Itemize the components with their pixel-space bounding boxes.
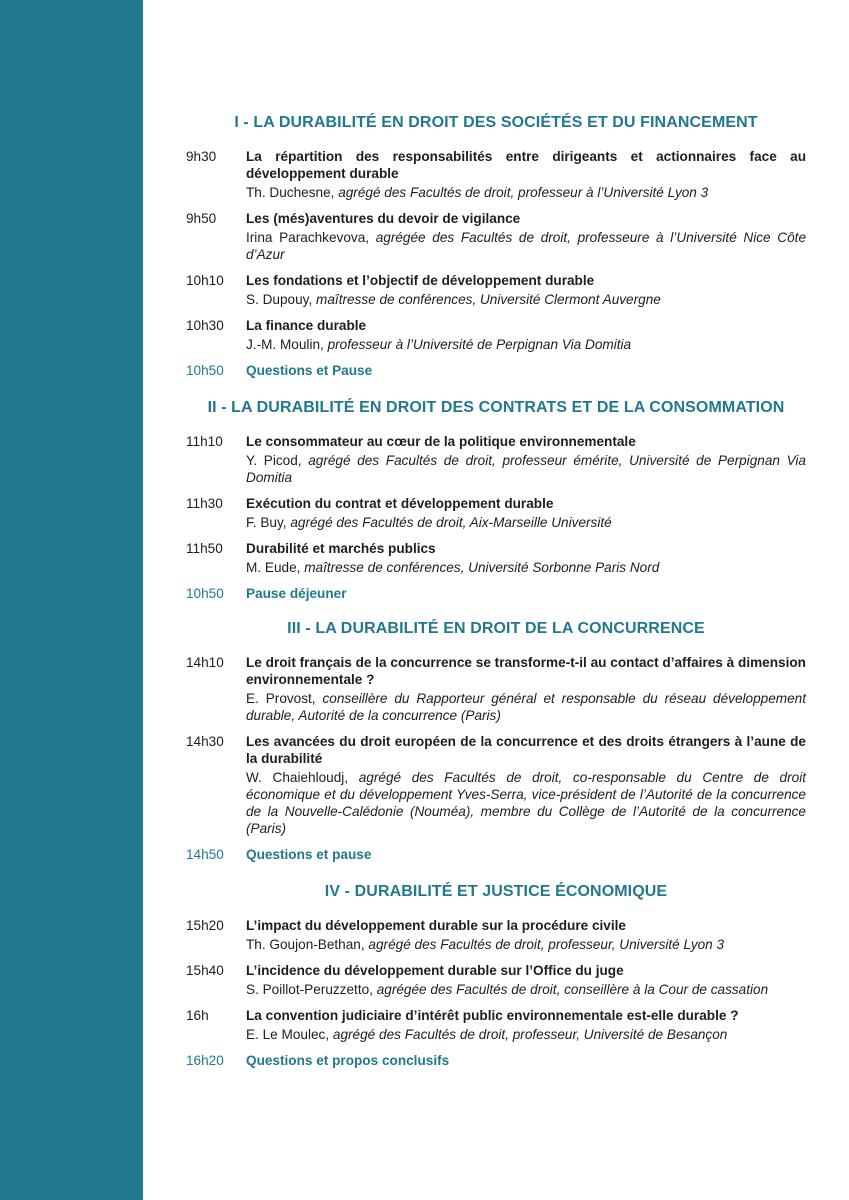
speaker-name: E. Le Moulec, [246, 1027, 330, 1042]
item-speaker [246, 514, 806, 531]
speaker-name: W. Chaiehloudj, [246, 770, 349, 785]
program-item [186, 1007, 806, 1043]
speaker-role: maîtresse de conférences, Université Sorbonne Paris Nord [304, 560, 660, 575]
section-1 [186, 112, 806, 379]
item-time: 10h50 [186, 363, 224, 378]
item-time: 16h20 [186, 1053, 224, 1068]
item-speaker [246, 291, 806, 308]
item-speaker [246, 184, 806, 201]
item-speaker [246, 936, 806, 953]
item-title: Durabilité et marchés publics [246, 541, 436, 556]
speaker-role: agrégé des Facultés de droit, professeur émérite, Université de Perpignan Via Domitia [246, 453, 806, 485]
item-speaker [246, 229, 806, 263]
item-title: Le droit français de la concurrence se transforme-t-il au contact d’affaires à dimension environnementale ? [246, 655, 806, 687]
item-time: 15h40 [186, 963, 224, 978]
item-time: 14h30 [186, 734, 224, 749]
program-content [186, 112, 806, 1078]
item-title: La répartition des responsabilités entre dirigeants et actionnaires face au développement durable [246, 149, 806, 181]
item-speaker [246, 769, 806, 837]
speaker-name: Y. Picod, [246, 453, 302, 468]
sidebar-band [0, 0, 143, 1200]
item-title: Les avancées du droit européen de la concurrence et des droits étrangers à l’aune de la durabilité [246, 734, 806, 766]
speaker-role: agrégée des Facultés de droit, professeure à l’Université Nice Côte d’Azur [246, 230, 807, 262]
speaker-name: S. Poillot-Peruzzetto, [246, 982, 373, 997]
speaker-name: E. Provost, [246, 691, 316, 706]
program-item [186, 433, 806, 486]
item-title: Les (més)aventures du devoir de vigilance [246, 211, 521, 226]
program-item [186, 654, 806, 724]
item-title: L’incidence du développement durable sur l’Office du juge [246, 963, 624, 978]
speaker-role: agrégée des Facultés de droit, conseillère à la Cour de cassation [376, 982, 769, 997]
section-3 [186, 618, 806, 863]
speaker-name: Th. Goujon-Bethan, [246, 937, 365, 952]
program-item [186, 272, 806, 308]
item-title: La convention judiciaire d’intérêt public environnementale est-elle durable ? [246, 1008, 739, 1023]
item-time: 11h50 [186, 541, 223, 556]
section-title: II - LA DURABILITÉ EN DROIT DES CONTRATS ET DE LA CONSOMMATION [207, 399, 785, 416]
item-speaker [246, 1026, 806, 1043]
section-title: III - LA DURABILITÉ EN DROIT DE LA CONCURRENCE [287, 620, 705, 637]
item-time: 9h50 [186, 211, 217, 226]
program-item [186, 148, 806, 201]
item-time: 11h10 [186, 434, 223, 449]
program-item [186, 962, 806, 998]
program-item [186, 917, 806, 953]
item-title: Pause déjeuner [246, 586, 347, 601]
speaker-name: Th. Duchesne, [246, 185, 335, 200]
item-time: 9h30 [186, 149, 217, 164]
item-time: 10h50 [186, 586, 224, 601]
speaker-role: professeur à l’Université de Perpignan Via Domitia [327, 337, 632, 352]
program-item [186, 540, 806, 576]
item-time: 10h10 [186, 273, 224, 288]
item-time: 14h10 [186, 655, 224, 670]
program-item [186, 210, 806, 263]
item-title: Questions et pause [246, 847, 372, 862]
speaker-role: agrégé des Facultés de droit, professeur, Université Lyon 3 [368, 937, 725, 952]
item-speaker [246, 559, 806, 576]
item-speaker [246, 452, 806, 486]
speaker-role: agrégé des Facultés de droit, Aix-Marseille Université [290, 515, 612, 530]
section-2 [186, 397, 806, 602]
program-item [186, 317, 806, 353]
break-item [186, 362, 806, 379]
item-time: 11h30 [186, 496, 223, 511]
item-speaker [246, 336, 806, 353]
speaker-name: F. Buy, [246, 515, 287, 530]
item-title: Questions et propos conclusifs [246, 1053, 450, 1068]
speaker-role: agrégé des Facultés de droit, professeur à l’Université Lyon 3 [338, 185, 709, 200]
break-item [186, 585, 806, 602]
speaker-name: Irina Parachkevova, [246, 230, 370, 245]
item-title: La finance durable [246, 318, 367, 333]
item-time: 10h30 [186, 318, 224, 333]
section-title: IV - DURABILITÉ ET JUSTICE ÉCONOMIQUE [324, 883, 668, 900]
speaker-name: M. Eude, [246, 560, 301, 575]
section-4 [186, 881, 806, 1069]
speaker-role: agrégé des Facultés de droit, co-responsable du Centre de droit économique et du développement Yves-Serra, vice-président de l’Autorité de la concurrence de la Nouvelle-Calédonie (Nouméa), membre du Collège de l’Autorité de la concurrence (Paris) [246, 770, 806, 836]
speaker-role: maîtresse de conférences, Université Clermont Auvergne [316, 292, 661, 307]
program-item [186, 495, 806, 531]
item-title: Le consommateur au cœur de la politique environnementale [246, 434, 636, 449]
item-speaker [246, 981, 806, 998]
break-item [186, 1052, 806, 1069]
item-title: L’impact du développement durable sur la procédure civile [246, 918, 626, 933]
item-title: Exécution du contrat et développement durable [246, 496, 554, 511]
section-title: I - LA DURABILITÉ EN DROIT DES SOCIÉTÉS ET DU FINANCEMENT [234, 114, 758, 131]
item-time: 15h20 [186, 918, 224, 933]
break-item [186, 846, 806, 863]
item-speaker [246, 690, 806, 724]
item-time: 16h [186, 1008, 209, 1023]
item-time: 14h50 [186, 847, 224, 862]
program-item [186, 733, 806, 837]
speaker-role: agrégé des Facultés de droit, professeur, Université de Besançon [332, 1027, 728, 1042]
item-title: Questions et Pause [246, 363, 373, 378]
item-title: Les fondations et l’objectif de développement durable [246, 273, 595, 288]
speaker-role: conseillère du Rapporteur général et responsable du réseau développement durable, Autorité de la concurrence (Paris) [246, 691, 807, 723]
speaker-name: J.-M. Moulin, [246, 337, 324, 352]
speaker-name: S. Dupouy, [246, 292, 313, 307]
